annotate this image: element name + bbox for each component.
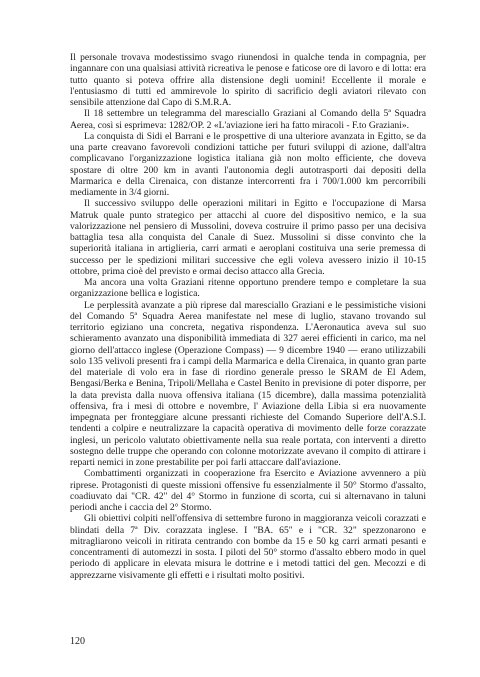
paragraph-2: Il 18 settembre un telegramma del maresciallo Graziani al Comando della 5ª Squadra Aerea, così si esprimeva: 1282/OP. 2 «L'aviazione ieri ha fatto miracoli - F.to Graziani». <box>70 108 426 131</box>
paragraph-7: Combattimenti organizzati in cooperazione fra Esercito e Aviazione avvennero a più riprese. Protagonisti di queste missioni offensive fu essenzialmente il 50° Stormo d'assalto, coadiuvato dai "CR. 42" del 4° Stormo in funzione di scorta, cui si alternavano in taluni periodi anche i caccia del 2° Stormo. <box>70 468 426 513</box>
paragraph-6: Le perplessità avanzate a più riprese dal maresciallo Graziani e le pessimistiche visioni del Comando 5ª Squadra Aerea manifestate nel mese di luglio, stavano trovando sul territorio egiziano una concreta, negativa rispondenza. L'Aeronautica aveva sul suo schieramento avanzato una disponibilità immediata di 327 aerei efficienti in carico, ma nel giorno dell'attacco inglese (Operazione Compass) — 9 dicembre 1940 — erano utilizzabili solo 135 velivoli presenti fra i campi della Marmarica e della Cirenaica, in quanto gran parte del materiale di volo era in fase di riordino generale presso le SRAM de El Adem, Bengasi/Berka e Benina, Tripoli/Mellaha e Castel Benito in previsione di poter disporre, per la data prevista dalla nuova offensiva italiana (15 dicembre), dalla massima potenzialità offensiva, fra i mesi di ottobre e novembre, l' Aviazione della Libia si era nuovamente impegnata per fronteggiare alcune pressanti richieste del Comando Superiore dell'A.S.I. tendenti a colpire e neutralizzare la capacità operativa di movimento delle forze corazzate inglesi, un pericolo valutato obiettivamente nella sua reale portata, con interventi a diretto sostegno delle truppe che operando con colonne motorizzate avevano il compito di attirare i reparti nemici in zone prestabilite per poi farli attaccare dall'aviazione. <box>70 299 426 468</box>
paragraph-3: La conquista di Sidi el Barrani e le prospettive di una ulteriore avanzata in Egitto, se da una parte creavano favorevoli condizioni tattiche per futuri sviluppi di azione, dall'altra complicavano l'organizzazione logistica italiana già non molto efficiente, che doveva spostare di oltre 200 km in avanti l'autonomia degli autotrasporti dai depositi della Marmarica e della Cirenaica, con distanze intercorrenti fra i 700/1.000 km percorribili mediamente in 3/4 giorni. <box>70 130 426 198</box>
paragraph-4: Il successivo sviluppo delle operazioni militari in Egitto e l'occupazione di Marsa Matruk quale punto strategico per attacchi al cuore del dispositivo nemico, e la sua valorizzazione nel pensiero di Mussolini, doveva costruire il primo passo per una decisiva battaglia tesa alla conquista del Canale di Suez. Mussolini si disse convinto che la superiorità italiana in artiglieria, carri armati e aeroplani costituiva una serie premessa di successo per le spedizioni militari successive che egli voleva avessero inizio il 10-15 ottobre, prima cioè del previsto e ormai deciso attacco alla Grecia. <box>70 198 426 277</box>
page-number: 120 <box>70 636 85 647</box>
paragraph-5: Ma ancora una volta Graziani ritenne opportuno prendere tempo e completare la sua organizzazione bellica e logistica. <box>70 277 426 300</box>
paragraph-1: Il personale trovava modestissimo svago riunendosi in qualche tenda in compagnia, per ingannare con una qualsiasi attività ricreativa le penose e faticose ore di lavoro e di lotta: era tutto quanto si poteva offrire alla distensione degli uomini! Eccellente il morale e l'entusiasmo di tutti ed ammirevole lo spirito di sacrificio degli aviatori rilevato con sensibile attenzione dal Capo di S.M.R.A. <box>70 52 426 108</box>
paragraph-8: Gli obiettivi colpiti nell'offensiva di settembre furono in maggioranza veicoli corazzati e blindati della 7ª Div. corazzata inglese. I "BA. 65" e i "CR. 32" spezzonarono e mitragliarono veicoli in ritirata centrando con bombe da 15 e 50 kg carri armati pesanti e concentramenti di automezzi in sosta. I piloti del 50° stormo d'assalto ebbero modo in quel periodo di applicare in elevata misura le dottrine e i metodi tattici del gen. Mecozzi e di apprezzarne visivamente gli effetti e i risultati molto positivi. <box>70 513 426 581</box>
